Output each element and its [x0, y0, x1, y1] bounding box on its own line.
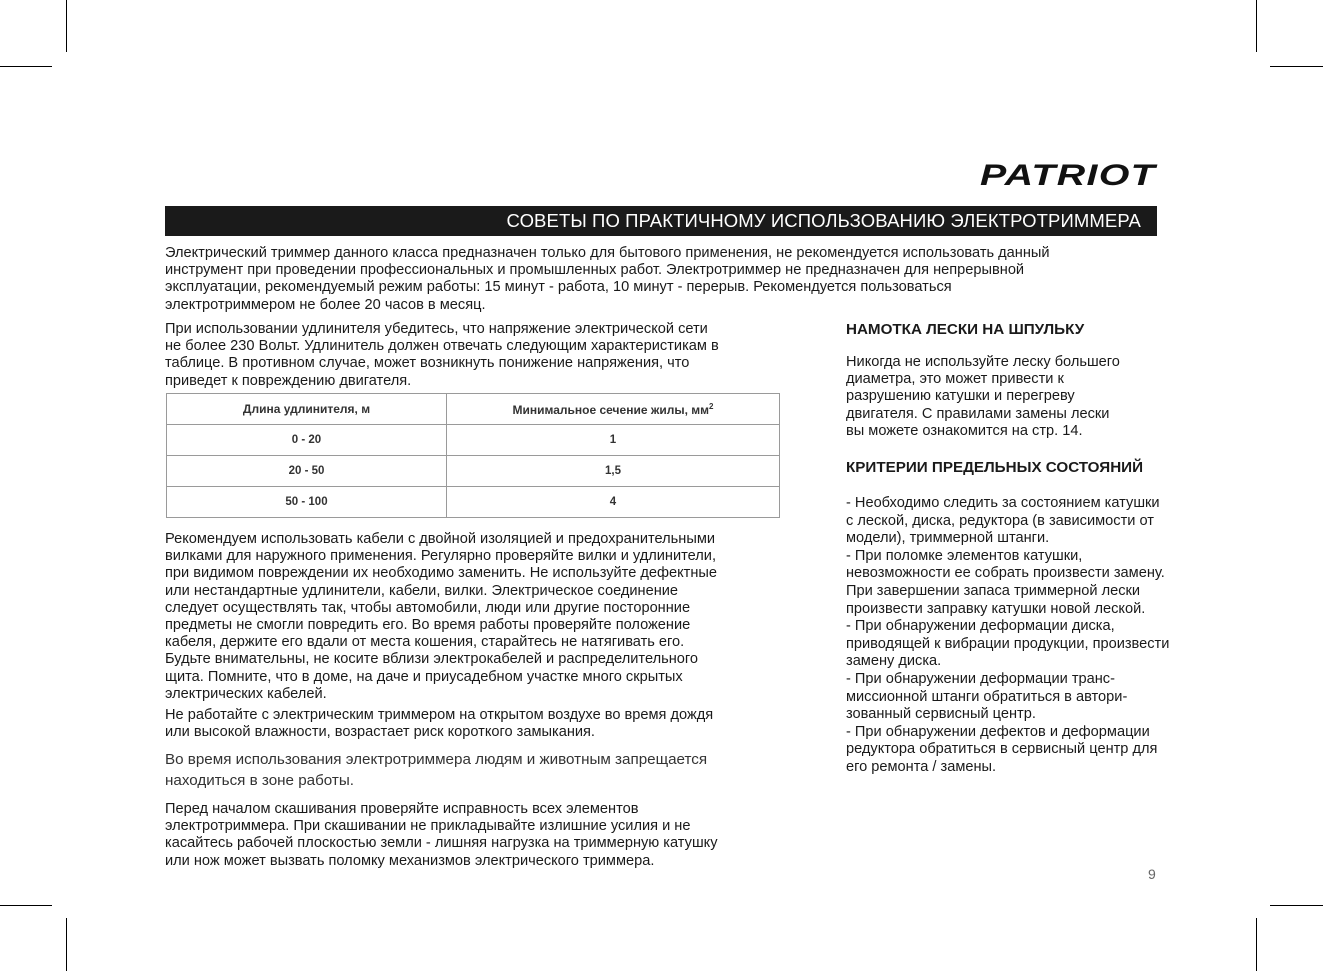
crop-mark — [66, 0, 67, 52]
table-cell-section: 1,5 — [447, 456, 780, 487]
table-cell-length: 50 - 100 — [167, 487, 447, 518]
cables-paragraph: Рекомендуем использовать кабели с двойной изоляцией и предохранительными вилками для наружного применения. Регулярно проверяйте вилки и удлинители, при видимом повреждении их необходимо заменить. Не используйте дефектные или нестандартные удлинители, кабели, вилки. Электрическое соединение следует осуществлять так, чтобы автомобили, люди или другие посторонние предметы не смогли повредить его. Во время работы проверяйте положение кабеля, держите его вдали от места кошения, старайтесь не натягивать его. Будьте внимательны, не косите вблизи электрокабелей и распределительного щита. Помните, что в доме, на даче и приусадебном участке много скрытых электрических кабелей. — [165, 531, 718, 702]
table-header-superscript: 2 — [709, 401, 714, 411]
rain-paragraph: Не работайте с электрическим триммером на открытом воздухе во время дождя или высокой влажности, возрастает риск короткого замыкания. — [165, 707, 714, 741]
table-cell-section: 4 — [447, 487, 780, 518]
logo-text: PATRIOT — [980, 160, 1158, 188]
table-header-section — [447, 394, 780, 425]
section-title-bar — [165, 206, 1157, 236]
crop-mark — [0, 66, 52, 67]
table-cell-length: 20 - 50 — [167, 456, 447, 487]
page-number: 9 — [1148, 866, 1156, 882]
table-row — [167, 456, 780, 487]
table-header-length: Длина удлинителя, м — [167, 394, 447, 425]
crop-mark — [1256, 918, 1257, 971]
crop-mark — [1256, 0, 1257, 52]
criteria-paragraph: - Необходимо следить за состоянием катушки с леской, диска, редуктора (в зависимости от модели), триммерной штанги. - При поломке элементов катушки, невозможности ее собрать произвести замену. При завершении запаса триммерной лески произвести заправку катушки новой леской. - При обнаружении деформации диска, приводящей к вибрации продукции, произвести замену диска. - При обнаружении деформации транс- миссионной штанги обратиться в автори- зованный сервисный центр. - При обнаружении дефектов и деформации редуктора обратиться в сервисный центр для его ремонта / замены. — [846, 495, 1170, 775]
table-row — [167, 487, 780, 518]
before-mowing-paragraph: Перед началом скашивания проверяйте исправность всех элементов электротриммера. При скашивании не прикладывайте излишние усилия и не касайтесь рабочей плоскостью земли - лишняя нагрузка на триммерную катушку или нож может вызвать поломку механизмов электрического триммера. — [165, 801, 718, 869]
people-paragraph: Во время использования электротриммера людям и животным запрещается находиться в зоне работы. — [165, 751, 708, 789]
criteria-heading: КРИТЕРИИ ПРЕДЕЛЬНЫХ СОСТОЯНИЙ — [846, 459, 1144, 476]
table-cell-section: 1 — [447, 425, 780, 456]
extension-paragraph: При использовании удлинителя убедитесь, что напряжение электрической сети не более 230 Вольт. Удлинитель должен отвечать следующим характеристикам в таблице. В противном случае, может возникнуть понижение напряжения, что приведет к повреждению двигателя. — [165, 321, 719, 389]
crop-mark — [1270, 66, 1323, 67]
extension-cord-table — [166, 393, 780, 518]
crop-mark — [0, 905, 52, 906]
table-header-row — [167, 394, 780, 425]
patriot-logo — [980, 160, 1158, 188]
crop-mark — [1270, 905, 1323, 906]
crop-mark — [66, 918, 67, 971]
table-cell-length: 0 - 20 — [167, 425, 447, 456]
table-header-section-label: Минимальное сечение жилы, мм — [512, 402, 710, 417]
table-row — [167, 425, 780, 456]
intro-paragraph: Электрический триммер данного класса предназначен только для бытового применения, не рекомендуется использовать данный инструмент при проведении профессиональных и промышленных работ. Электротриммер не предназначен для непрерывной эксплуатации, рекомендуемый режим работы: 15 минут - работа, 10 минут - перерыв. Рекомендуется пользоваться электротриммером не более 20 часов в месяц. — [165, 245, 1050, 313]
spool-heading: НАМОТКА ЛЕСКИ НА ШПУЛЬКУ — [846, 321, 1085, 338]
spool-paragraph: Никогда не используйте леску большего диаметра, это может привести к разрушению катушки и перегреву двигателя. С правилами замены лески вы можете ознакомится на стр. 14. — [846, 354, 1120, 439]
section-title: СОВЕТЫ ПО ПРАКТИЧНОМУ ИСПОЛЬЗОВАНИЮ ЭЛЕКТРОТРИММЕРА — [506, 210, 1141, 231]
